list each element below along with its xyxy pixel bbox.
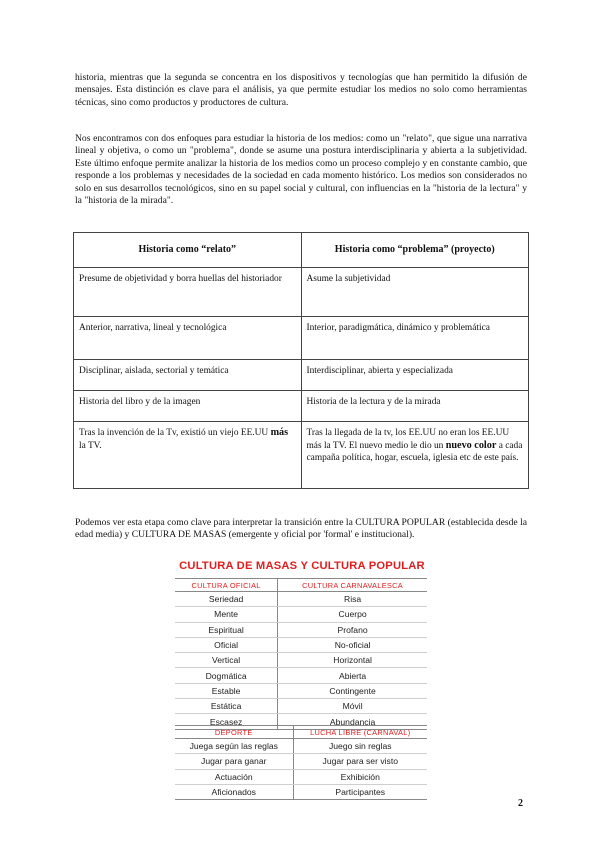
table-cell: Anterior, narrativa, lineal y tecnológica [74,317,302,360]
cell-text: la TV. [79,440,102,451]
table-cell: Asume la subjetividad [301,268,529,317]
table-cell: Participantes [293,784,427,799]
table-row [175,754,427,769]
table-cell: Móvil [278,699,427,714]
table-row [175,739,427,754]
table-cell: Presume de objetividad y borra huellas del historiador [74,268,302,317]
column-header-problema: Historia como “problema” (proyecto) [301,233,529,268]
table-cell: Vertical [175,653,278,668]
table-row [74,391,529,422]
table-cell: Aficionados [175,784,293,799]
table-row [175,668,427,683]
table-row [175,592,427,607]
table-cell: Horizontal [278,653,427,668]
column-header-relato: Historia como “relato” [74,233,302,268]
table-row [175,784,427,799]
table-cell: Mente [175,607,278,622]
table-cell: Profano [278,622,427,637]
table-cell: Escasez [175,714,278,729]
deporte-table [175,725,427,800]
table-cell: Historia de la lectura y de la mirada [301,391,529,422]
table-row [74,360,529,391]
table-row [175,683,427,698]
table-cell: Estática [175,699,278,714]
table-cell: Interdisciplinar, abierta y especializada [301,360,529,391]
emphasis-text: más [270,427,289,438]
table-cell: Jugar para ser visto [293,754,427,769]
column-header-deporte: DEPORTE [175,726,293,739]
table-cell: Historia del libro y de la imagen [74,391,302,422]
figure-title: CULTURA DE MASAS Y CULTURA POPULAR [179,560,425,572]
table-cell: Estable [175,683,278,698]
page-number: 2 [518,798,523,809]
table-cell: Espiritual [175,622,278,637]
table-cell: Oficial [175,637,278,652]
table-cell: Abundancia [278,714,427,729]
table-cell: Jugar para ganar [175,754,293,769]
table-cell: Actuación [175,769,293,784]
cell-text: a cada campaña política, hogar, escuela, iglesia etc de este país. [306,440,523,464]
table-cell: Contingente [278,683,427,698]
table-row [175,607,427,622]
column-header-oficial: CULTURA OFICIAL [175,579,278,592]
table-cell: Risa [278,592,427,607]
table-row [175,622,427,637]
table-row [175,769,427,784]
table-cell: Disciplinar, aislada, sectorial y temática [74,360,302,391]
emphasis-text: nuevo color [445,439,497,451]
table-cell: Seriedad [175,592,278,607]
table-row [74,268,529,317]
paragraph-enfoques: Nos encontramos con dos enfoques para estudiar la historia de los medios: como un "relato", que sigue una narrativa lineal y objetiva, o como un "problema", donde se asume una postura interdisciplinaria y abierta a la subjetividad. Este último enfoque permite analizar la historia de los medios como un proceso complejo y en constante cambio, que responde a los problemas y necesidades de la sociedad en cada momento histórico. Los medios son considerados no solo en sus desarrollos tecnológicos, sino en su papel social y cultural, con influencias en la "historia de la lectura" y la "historia de la mirada". [75,133,527,207]
comparison-table [73,232,529,489]
table-cell: No-oficial [278,637,427,652]
table-row [74,422,529,489]
paragraph-transicion: Podemos ver esta etapa como clave para interpretar la transición entre la CULTURA POPULAR (establecida desde la edad media) y CULTURA DE MASAS (emergente y oficial por 'formal' e institucional). [75,517,528,541]
table-cell: Abierta [278,668,427,683]
cell-text: Tras la llegada de la tv, los EE.UU no eran los EE.UU más la TV. El nuevo medio le dio un [306,428,510,451]
cell-text: Tras la invención de la Tv, existió un viejo EE.UU [79,428,271,438]
cultura-table [175,578,427,730]
table-row [175,653,427,668]
column-header-lucha-libre: LUCHA LIBRE (CARNAVAL) [293,726,427,739]
table-cell: Exhibición [293,769,427,784]
table-cell [74,422,302,489]
table-row [175,637,427,652]
table-cell: Cuerpo [278,607,427,622]
table-cell: Dogmática [175,668,278,683]
table-cell [301,422,529,489]
table-row [175,699,427,714]
table-cell: Interior, paradigmática, dinámico y problemática [301,317,529,360]
table-cell: Juego sin reglas [293,739,427,754]
table-cell: Juega según las reglas [175,739,293,754]
table-row [74,317,529,360]
column-header-carnavalesca: CULTURA CARNAVALESCA [278,579,427,592]
paragraph-intro: historia, mientras que la segunda se concentra en los dispositivos y tecnologías que han permitido la difusión de mensajes. Esta distinción es clave para el análisis, ya que permite estudiar los medios no solo como herramientas técnicas, sino como productos y productores de cultura. [75,72,527,108]
